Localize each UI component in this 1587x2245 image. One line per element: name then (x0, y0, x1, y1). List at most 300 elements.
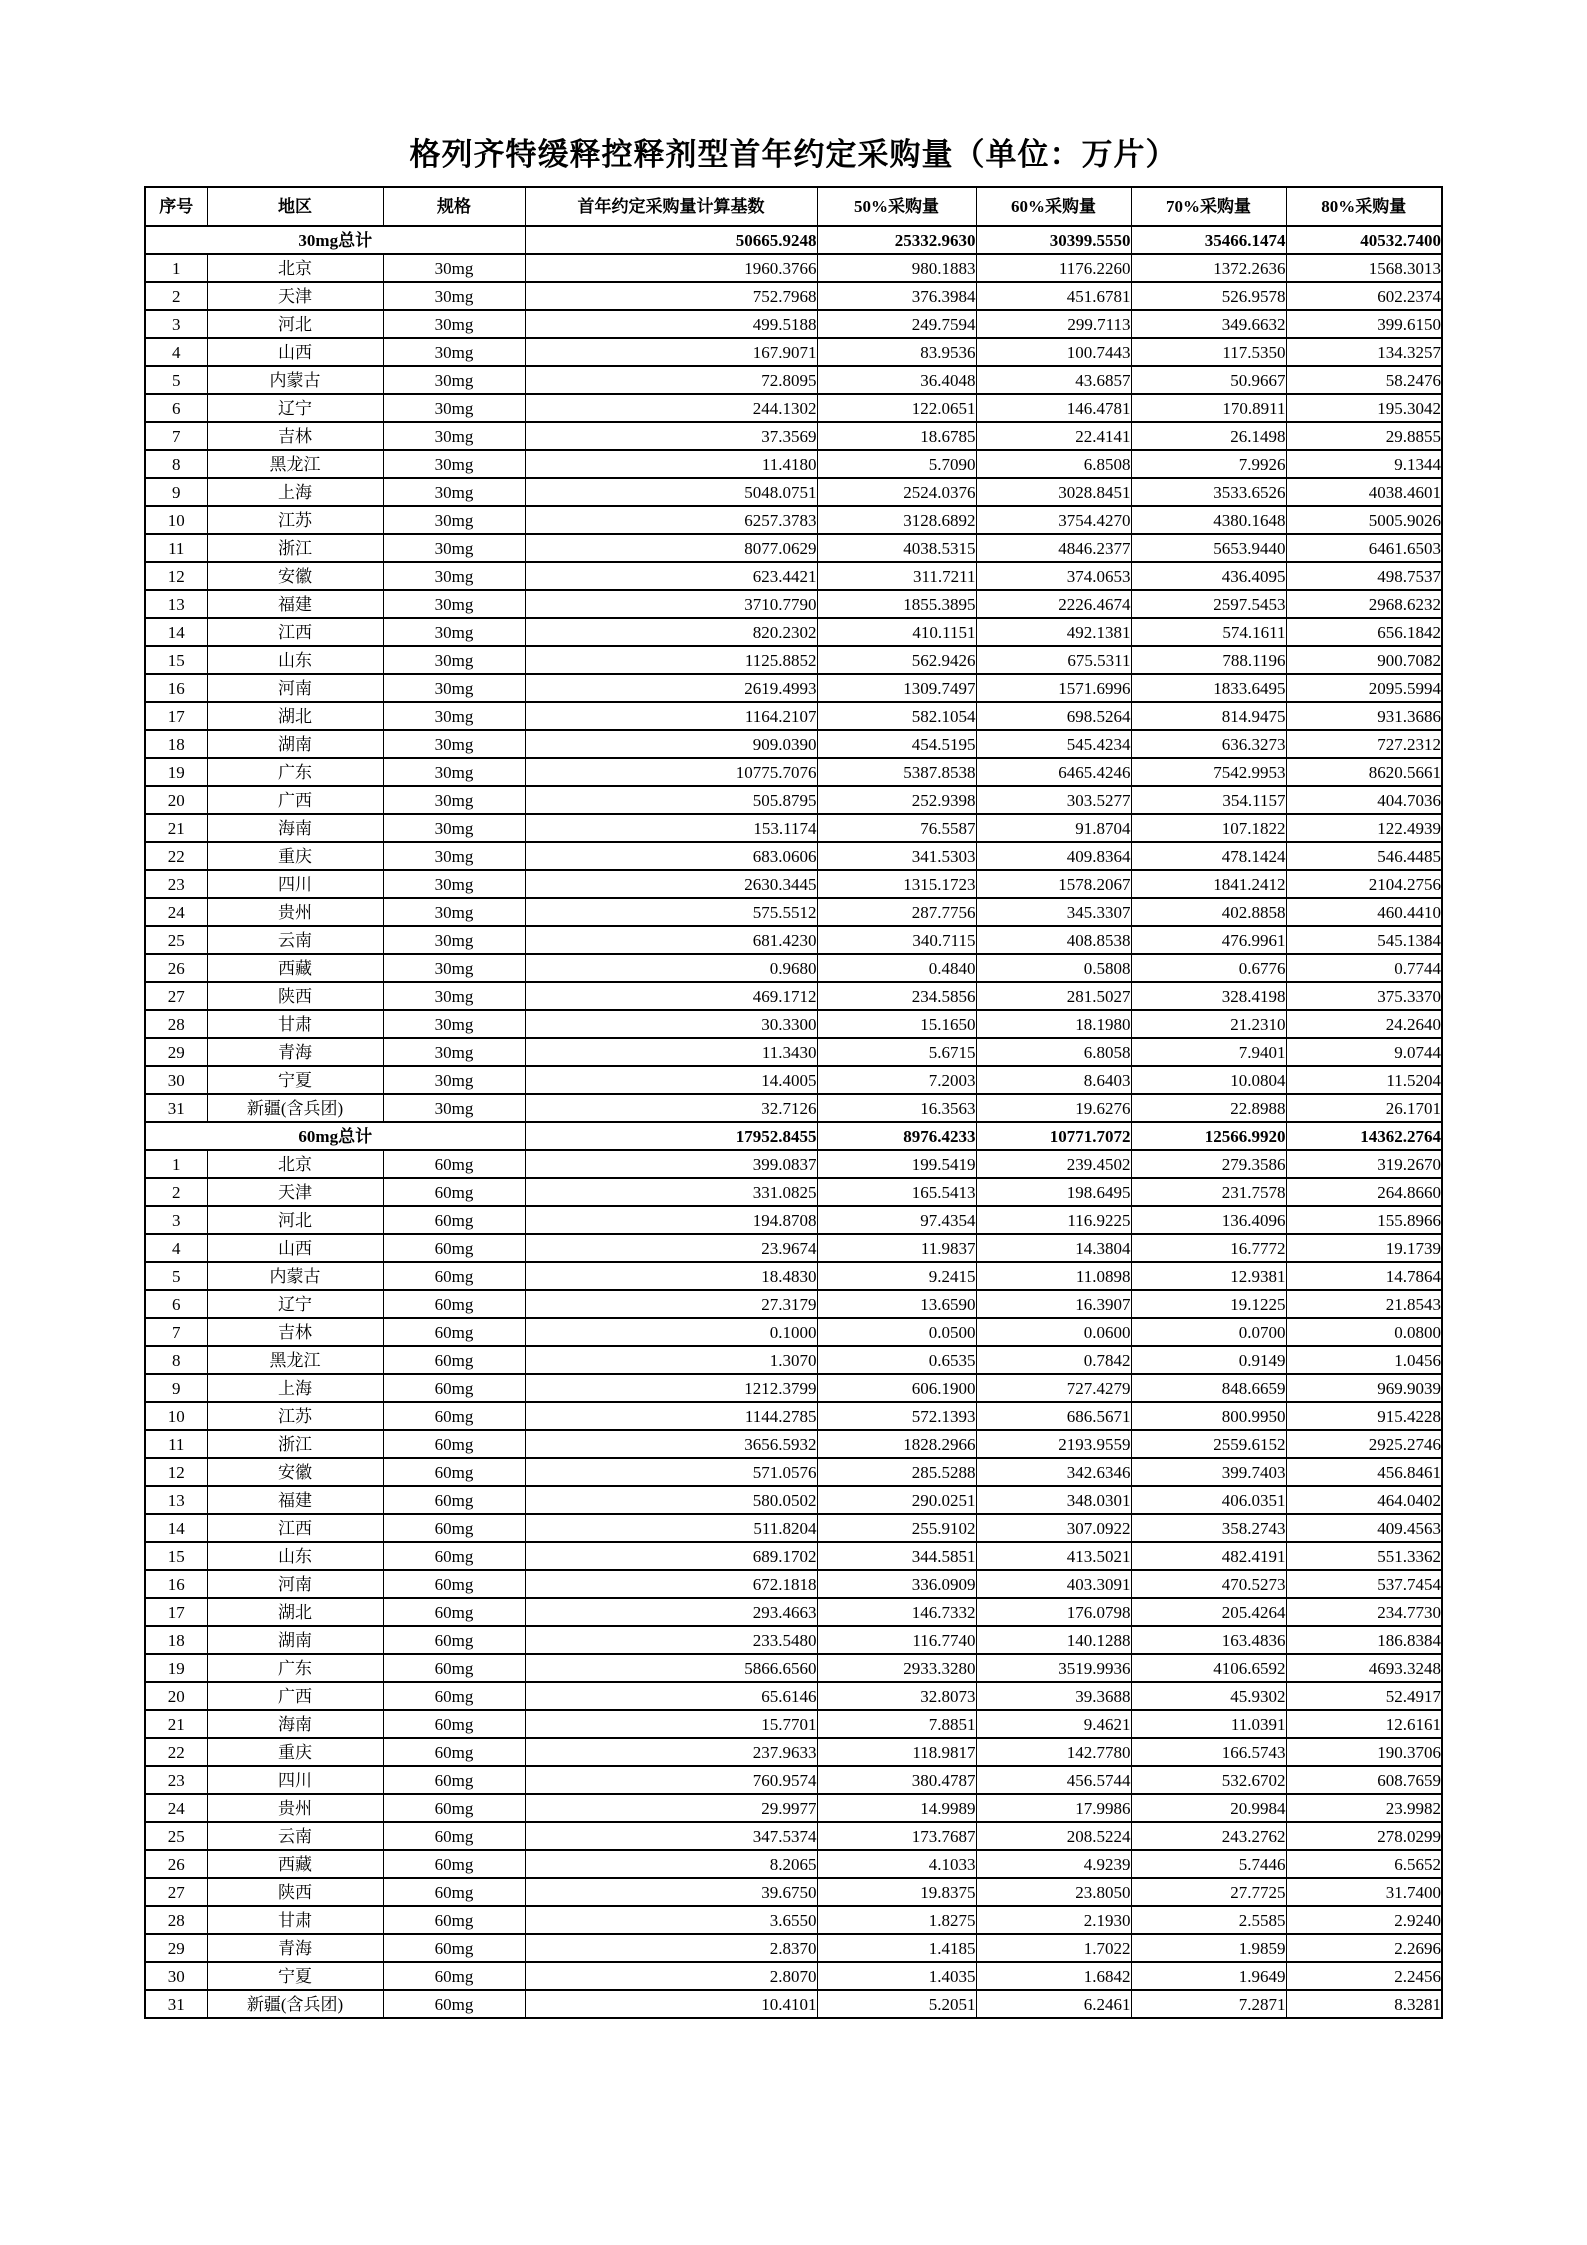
cell-50pct: 582.1054 (817, 702, 976, 730)
cell-80pct: 12.6161 (1286, 1710, 1442, 1738)
cell-base: 2.8370 (525, 1934, 817, 1962)
cell-base: 15.7701 (525, 1710, 817, 1738)
cell-80pct: 931.3686 (1286, 702, 1442, 730)
cell-80pct: 24.2640 (1286, 1010, 1442, 1038)
cell-50pct: 234.5856 (817, 982, 976, 1010)
cell-50pct: 344.5851 (817, 1542, 976, 1570)
cell-50pct: 290.0251 (817, 1486, 976, 1514)
table-row (145, 1766, 1442, 1794)
cell-50pct: 0.6535 (817, 1346, 976, 1374)
table-row (145, 1374, 1442, 1402)
cell-70pct: 1841.2412 (1131, 870, 1286, 898)
cell-index: 19 (145, 758, 207, 786)
table-row (145, 590, 1442, 618)
cell-spec: 30mg (383, 982, 525, 1010)
cell-70pct: 0.0700 (1131, 1318, 1286, 1346)
cell-60pct: 0.7842 (976, 1346, 1131, 1374)
cell-70pct: 478.1424 (1131, 842, 1286, 870)
cell-50pct: 562.9426 (817, 646, 976, 674)
cell-base: 689.1702 (525, 1542, 817, 1570)
cell-base: 293.4663 (525, 1598, 817, 1626)
cell-region: 云南 (207, 926, 383, 954)
table-row (145, 842, 1442, 870)
section-total-60pct: 30399.5550 (976, 226, 1131, 254)
cell-80pct: 190.3706 (1286, 1738, 1442, 1766)
table-row (145, 674, 1442, 702)
cell-index: 2 (145, 282, 207, 310)
cell-60pct: 456.5744 (976, 1766, 1131, 1794)
cell-70pct: 354.1157 (1131, 786, 1286, 814)
cell-50pct: 249.7594 (817, 310, 976, 338)
table-row (145, 814, 1442, 842)
cell-index: 7 (145, 422, 207, 450)
cell-60pct: 3519.9936 (976, 1654, 1131, 1682)
cell-60pct: 303.5277 (976, 786, 1131, 814)
cell-spec: 60mg (383, 1822, 525, 1850)
cell-index: 8 (145, 450, 207, 478)
cell-base: 233.5480 (525, 1626, 817, 1654)
cell-base: 681.4230 (525, 926, 817, 954)
cell-60pct: 1571.6996 (976, 674, 1131, 702)
cell-region: 重庆 (207, 842, 383, 870)
cell-spec: 60mg (383, 1850, 525, 1878)
cell-50pct: 1828.2966 (817, 1430, 976, 1458)
cell-region: 青海 (207, 1934, 383, 1962)
cell-60pct: 8.6403 (976, 1066, 1131, 1094)
cell-base: 6257.3783 (525, 506, 817, 534)
cell-index: 11 (145, 1430, 207, 1458)
col-header-spec: 规格 (383, 187, 525, 226)
cell-spec: 30mg (383, 422, 525, 450)
table-row (145, 1430, 1442, 1458)
cell-60pct: 307.0922 (976, 1514, 1131, 1542)
cell-spec: 30mg (383, 450, 525, 478)
cell-60pct: 374.0653 (976, 562, 1131, 590)
cell-60pct: 6465.4246 (976, 758, 1131, 786)
cell-80pct: 186.8384 (1286, 1626, 1442, 1654)
cell-base: 14.4005 (525, 1066, 817, 1094)
table-row (145, 534, 1442, 562)
cell-50pct: 7.2003 (817, 1066, 976, 1094)
table-row (145, 702, 1442, 730)
cell-spec: 60mg (383, 1150, 525, 1178)
cell-base: 1212.3799 (525, 1374, 817, 1402)
cell-index: 1 (145, 254, 207, 282)
cell-region: 福建 (207, 590, 383, 618)
cell-index: 14 (145, 618, 207, 646)
cell-region: 上海 (207, 1374, 383, 1402)
table-body (145, 226, 1442, 2018)
cell-60pct: 1.6842 (976, 1962, 1131, 1990)
cell-base: 10775.7076 (525, 758, 817, 786)
section-total-80pct: 40532.7400 (1286, 226, 1442, 254)
cell-index: 17 (145, 702, 207, 730)
cell-60pct: 2193.9559 (976, 1430, 1131, 1458)
table-row (145, 254, 1442, 282)
cell-80pct: 2095.5994 (1286, 674, 1442, 702)
cell-80pct: 2968.6232 (1286, 590, 1442, 618)
cell-region: 广西 (207, 786, 383, 814)
cell-spec: 60mg (383, 1654, 525, 1682)
cell-region: 江苏 (207, 506, 383, 534)
table-row (145, 282, 1442, 310)
cell-base: 194.8708 (525, 1206, 817, 1234)
cell-80pct: 969.9039 (1286, 1374, 1442, 1402)
section-total-60pct: 10771.7072 (976, 1122, 1131, 1150)
table-row (145, 562, 1442, 590)
cell-base: 580.0502 (525, 1486, 817, 1514)
cell-base: 469.1712 (525, 982, 817, 1010)
cell-50pct: 15.1650 (817, 1010, 976, 1038)
table-row (145, 954, 1442, 982)
cell-base: 237.9633 (525, 1738, 817, 1766)
cell-index: 13 (145, 1486, 207, 1514)
cell-50pct: 311.7211 (817, 562, 976, 590)
cell-index: 1 (145, 1150, 207, 1178)
cell-base: 347.5374 (525, 1822, 817, 1850)
cell-region: 河北 (207, 310, 383, 338)
cell-70pct: 45.9302 (1131, 1682, 1286, 1710)
cell-base: 331.0825 (525, 1178, 817, 1206)
cell-base: 5866.6560 (525, 1654, 817, 1682)
cell-80pct: 31.7400 (1286, 1878, 1442, 1906)
cell-80pct: 14.7864 (1286, 1262, 1442, 1290)
col-header-region: 地区 (207, 187, 383, 226)
cell-base: 505.8795 (525, 786, 817, 814)
table-row (145, 394, 1442, 422)
cell-spec: 30mg (383, 282, 525, 310)
table-row (145, 366, 1442, 394)
cell-80pct: 537.7454 (1286, 1570, 1442, 1598)
col-header-index: 序号 (145, 187, 207, 226)
cell-80pct: 464.0402 (1286, 1486, 1442, 1514)
cell-base: 30.3300 (525, 1010, 817, 1038)
cell-base: 575.5512 (525, 898, 817, 926)
cell-50pct: 980.1883 (817, 254, 976, 282)
cell-base: 72.8095 (525, 366, 817, 394)
cell-50pct: 97.4354 (817, 1206, 976, 1234)
cell-region: 甘肃 (207, 1906, 383, 1934)
cell-base: 683.0606 (525, 842, 817, 870)
cell-60pct: 19.6276 (976, 1094, 1131, 1122)
col-header-50pct: 50%采购量 (817, 187, 976, 226)
cell-base: 23.9674 (525, 1234, 817, 1262)
cell-spec: 60mg (383, 1290, 525, 1318)
cell-60pct: 91.8704 (976, 814, 1131, 842)
cell-index: 28 (145, 1906, 207, 1934)
table-row (145, 1290, 1442, 1318)
cell-base: 623.4421 (525, 562, 817, 590)
cell-60pct: 342.6346 (976, 1458, 1131, 1486)
cell-80pct: 5005.9026 (1286, 506, 1442, 534)
cell-70pct: 406.0351 (1131, 1486, 1286, 1514)
cell-base: 11.4180 (525, 450, 817, 478)
table-row (145, 422, 1442, 450)
cell-60pct: 208.5224 (976, 1822, 1131, 1850)
cell-50pct: 5.2051 (817, 1990, 976, 2018)
cell-70pct: 279.3586 (1131, 1150, 1286, 1178)
cell-70pct: 526.9578 (1131, 282, 1286, 310)
cell-base: 1164.2107 (525, 702, 817, 730)
cell-70pct: 136.4096 (1131, 1206, 1286, 1234)
cell-70pct: 436.4095 (1131, 562, 1286, 590)
cell-70pct: 117.5350 (1131, 338, 1286, 366)
section-total-base: 50665.9248 (525, 226, 817, 254)
cell-80pct: 21.8543 (1286, 1290, 1442, 1318)
cell-60pct: 299.7113 (976, 310, 1131, 338)
cell-60pct: 6.2461 (976, 1990, 1131, 2018)
table-row (145, 1878, 1442, 1906)
cell-70pct: 399.7403 (1131, 1458, 1286, 1486)
cell-50pct: 1.4035 (817, 1962, 976, 1990)
cell-70pct: 5.7446 (1131, 1850, 1286, 1878)
cell-spec: 30mg (383, 534, 525, 562)
cell-region: 湖南 (207, 1626, 383, 1654)
cell-region: 云南 (207, 1822, 383, 1850)
cell-index: 30 (145, 1066, 207, 1094)
cell-region: 江西 (207, 618, 383, 646)
cell-50pct: 173.7687 (817, 1822, 976, 1850)
cell-region: 浙江 (207, 1430, 383, 1458)
cell-60pct: 2226.4674 (976, 590, 1131, 618)
cell-70pct: 20.9984 (1131, 1794, 1286, 1822)
section-total-50pct: 8976.4233 (817, 1122, 976, 1150)
cell-50pct: 5.6715 (817, 1038, 976, 1066)
cell-spec: 30mg (383, 366, 525, 394)
cell-50pct: 76.5587 (817, 814, 976, 842)
table-row (145, 338, 1442, 366)
cell-60pct: 3754.4270 (976, 506, 1131, 534)
cell-spec: 30mg (383, 702, 525, 730)
cell-spec: 60mg (383, 1486, 525, 1514)
cell-60pct: 16.3907 (976, 1290, 1131, 1318)
cell-80pct: 29.8855 (1286, 422, 1442, 450)
cell-70pct: 1833.6495 (1131, 674, 1286, 702)
cell-60pct: 0.0600 (976, 1318, 1131, 1346)
cell-60pct: 198.6495 (976, 1178, 1131, 1206)
cell-70pct: 636.3273 (1131, 730, 1286, 758)
cell-50pct: 287.7756 (817, 898, 976, 926)
cell-region: 四川 (207, 1766, 383, 1794)
cell-70pct: 170.8911 (1131, 394, 1286, 422)
procurement-table (144, 186, 1443, 2019)
cell-index: 25 (145, 1822, 207, 1850)
cell-spec: 60mg (383, 1710, 525, 1738)
cell-spec: 60mg (383, 1514, 525, 1542)
cell-index: 5 (145, 366, 207, 394)
cell-index: 5 (145, 1262, 207, 1290)
table-row (145, 478, 1442, 506)
cell-60pct: 281.5027 (976, 982, 1131, 1010)
cell-base: 39.6750 (525, 1878, 817, 1906)
cell-80pct: 409.4563 (1286, 1514, 1442, 1542)
cell-80pct: 460.4410 (1286, 898, 1442, 926)
cell-spec: 60mg (383, 1570, 525, 1598)
cell-index: 4 (145, 338, 207, 366)
cell-region: 西藏 (207, 1850, 383, 1878)
cell-70pct: 402.8858 (1131, 898, 1286, 926)
table-row (145, 870, 1442, 898)
cell-80pct: 0.0800 (1286, 1318, 1442, 1346)
cell-region: 北京 (207, 1150, 383, 1178)
table-row (145, 1094, 1442, 1122)
cell-60pct: 142.7780 (976, 1738, 1131, 1766)
table-row (145, 1990, 1442, 2018)
cell-region: 江西 (207, 1514, 383, 1542)
cell-50pct: 32.8073 (817, 1682, 976, 1710)
cell-80pct: 900.7082 (1286, 646, 1442, 674)
cell-60pct: 11.0898 (976, 1262, 1131, 1290)
cell-region: 宁夏 (207, 1962, 383, 1990)
cell-spec: 30mg (383, 478, 525, 506)
cell-region: 甘肃 (207, 1010, 383, 1038)
cell-80pct: 9.0744 (1286, 1038, 1442, 1066)
cell-region: 湖北 (207, 702, 383, 730)
col-header-80pct: 80%采购量 (1286, 187, 1442, 226)
cell-region: 青海 (207, 1038, 383, 1066)
cell-spec: 30mg (383, 646, 525, 674)
cell-50pct: 606.1900 (817, 1374, 976, 1402)
cell-50pct: 1855.3895 (817, 590, 976, 618)
cell-index: 9 (145, 478, 207, 506)
cell-70pct: 11.0391 (1131, 1710, 1286, 1738)
cell-spec: 30mg (383, 506, 525, 534)
cell-70pct: 205.4264 (1131, 1598, 1286, 1626)
cell-index: 3 (145, 1206, 207, 1234)
cell-70pct: 574.1611 (1131, 618, 1286, 646)
cell-base: 11.3430 (525, 1038, 817, 1066)
cell-50pct: 410.1151 (817, 618, 976, 646)
table-row (145, 1598, 1442, 1626)
table-row (145, 1850, 1442, 1878)
cell-70pct: 349.6632 (1131, 310, 1286, 338)
cell-60pct: 0.5808 (976, 954, 1131, 982)
table-row (145, 1794, 1442, 1822)
cell-80pct: 2104.2756 (1286, 870, 1442, 898)
cell-80pct: 4693.3248 (1286, 1654, 1442, 1682)
cell-base: 3656.5932 (525, 1430, 817, 1458)
cell-50pct: 83.9536 (817, 338, 976, 366)
col-header-70pct: 70%采购量 (1131, 187, 1286, 226)
cell-60pct: 545.4234 (976, 730, 1131, 758)
header-row (145, 187, 1442, 226)
cell-base: 1125.8852 (525, 646, 817, 674)
table-row (145, 1458, 1442, 1486)
section-total-row (145, 226, 1442, 254)
cell-50pct: 376.3984 (817, 282, 976, 310)
cell-index: 2 (145, 1178, 207, 1206)
cell-spec: 30mg (383, 618, 525, 646)
cell-base: 1.3070 (525, 1346, 817, 1374)
table-row (145, 1402, 1442, 1430)
cell-60pct: 3028.8451 (976, 478, 1131, 506)
cell-index: 24 (145, 1794, 207, 1822)
table-row (145, 1066, 1442, 1094)
cell-80pct: 278.0299 (1286, 1822, 1442, 1850)
table-row (145, 1486, 1442, 1514)
cell-region: 黑龙江 (207, 1346, 383, 1374)
table-row (145, 450, 1442, 478)
cell-base: 65.6146 (525, 1682, 817, 1710)
cell-index: 6 (145, 394, 207, 422)
table-row (145, 1906, 1442, 1934)
cell-80pct: 6461.6503 (1286, 534, 1442, 562)
cell-index: 22 (145, 1738, 207, 1766)
cell-index: 11 (145, 534, 207, 562)
cell-base: 399.0837 (525, 1150, 817, 1178)
cell-index: 6 (145, 1290, 207, 1318)
cell-index: 15 (145, 1542, 207, 1570)
cell-base: 2630.3445 (525, 870, 817, 898)
cell-index: 21 (145, 814, 207, 842)
cell-spec: 60mg (383, 1262, 525, 1290)
cell-spec: 30mg (383, 954, 525, 982)
section-total-50pct: 25332.9630 (817, 226, 976, 254)
cell-70pct: 27.7725 (1131, 1878, 1286, 1906)
cell-spec: 30mg (383, 254, 525, 282)
cell-50pct: 2933.3280 (817, 1654, 976, 1682)
cell-60pct: 14.3804 (976, 1234, 1131, 1262)
cell-70pct: 7.2871 (1131, 1990, 1286, 2018)
cell-region: 辽宁 (207, 1290, 383, 1318)
table-row (145, 506, 1442, 534)
cell-base: 571.0576 (525, 1458, 817, 1486)
cell-region: 浙江 (207, 534, 383, 562)
table-row (145, 1262, 1442, 1290)
cell-region: 湖南 (207, 730, 383, 758)
cell-index: 16 (145, 1570, 207, 1598)
cell-50pct: 14.9989 (817, 1794, 976, 1822)
cell-spec: 30mg (383, 842, 525, 870)
cell-region: 安徽 (207, 562, 383, 590)
cell-spec: 60mg (383, 1206, 525, 1234)
cell-50pct: 13.6590 (817, 1290, 976, 1318)
cell-region: 黑龙江 (207, 450, 383, 478)
table-row (145, 1822, 1442, 1850)
cell-60pct: 409.8364 (976, 842, 1131, 870)
table-row (145, 1710, 1442, 1738)
cell-region: 山西 (207, 1234, 383, 1262)
cell-base: 18.4830 (525, 1262, 817, 1290)
cell-base: 511.8204 (525, 1514, 817, 1542)
cell-index: 27 (145, 982, 207, 1010)
cell-50pct: 118.9817 (817, 1738, 976, 1766)
cell-base: 752.7968 (525, 282, 817, 310)
cell-region: 江苏 (207, 1402, 383, 1430)
cell-index: 19 (145, 1654, 207, 1682)
cell-80pct: 52.4917 (1286, 1682, 1442, 1710)
cell-80pct: 456.8461 (1286, 1458, 1442, 1486)
cell-60pct: 727.4279 (976, 1374, 1131, 1402)
cell-region: 河北 (207, 1206, 383, 1234)
cell-index: 25 (145, 926, 207, 954)
cell-80pct: 1568.3013 (1286, 254, 1442, 282)
cell-spec: 30mg (383, 394, 525, 422)
cell-spec: 30mg (383, 814, 525, 842)
cell-50pct: 336.0909 (817, 1570, 976, 1598)
cell-index: 20 (145, 786, 207, 814)
cell-index: 31 (145, 1094, 207, 1122)
cell-index: 8 (145, 1346, 207, 1374)
cell-base: 1960.3766 (525, 254, 817, 282)
cell-index: 12 (145, 1458, 207, 1486)
cell-spec: 60mg (383, 1598, 525, 1626)
cell-spec: 60mg (383, 1430, 525, 1458)
cell-70pct: 482.4191 (1131, 1542, 1286, 1570)
cell-60pct: 4.9239 (976, 1850, 1131, 1878)
cell-region: 新疆(含兵团) (207, 1094, 383, 1122)
cell-base: 2.8070 (525, 1962, 817, 1990)
